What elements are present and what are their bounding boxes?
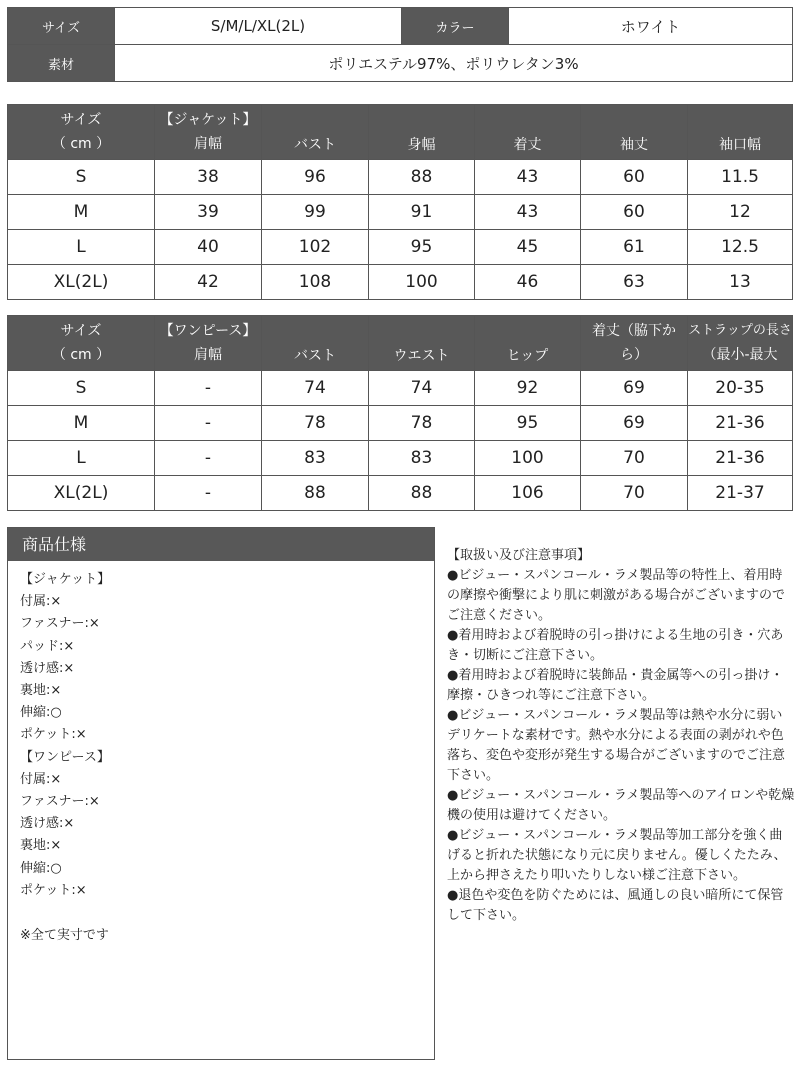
value-cell: 95 [475, 406, 581, 441]
list-item: 裏地:× [20, 838, 62, 854]
list-item: 付属:× [20, 771, 62, 787]
value-cell: 78 [262, 406, 369, 441]
size-cell: M [8, 406, 155, 441]
product-info-table [7, 7, 793, 82]
value-cell: 45 [475, 230, 581, 265]
value-cell: 74 [369, 371, 475, 406]
value-cell: 21-36 [688, 406, 793, 441]
value-cell: 88 [262, 476, 369, 511]
unit-label: （ cm ） [51, 347, 111, 363]
info-row-material [8, 45, 793, 82]
value-cell: 43 [475, 195, 581, 230]
value-cell: 20-35 [688, 371, 793, 406]
list-item: 伸縮:○ [20, 705, 62, 721]
size-label: サイズ [8, 8, 115, 45]
jacket-size-table [7, 104, 793, 300]
product-spec-panel [7, 527, 435, 1060]
list-item: 付属:× [20, 594, 62, 610]
value-cell: 100 [369, 265, 475, 300]
measurement-note: ※全て実寸です [20, 928, 109, 944]
value-cell: 96 [262, 160, 369, 195]
size-header [8, 316, 155, 371]
size-cell: XL(2L) [8, 265, 155, 300]
size-cell: L [8, 441, 155, 476]
value-cell: 88 [369, 476, 475, 511]
jacket-tag: 【ジャケット】 [159, 112, 257, 128]
spec-title: 商品仕様 [8, 528, 434, 561]
length-label-line2: ら） [620, 347, 648, 363]
onepiece-tag: 【ワンピース】 [159, 323, 257, 339]
color-label: カラー [402, 8, 509, 45]
value-cell: 46 [475, 265, 581, 300]
length-header: 着丈 [475, 105, 581, 160]
length-label-line1: 着丈（脇下か [592, 323, 676, 339]
table-row [8, 406, 793, 441]
value-cell: 108 [262, 265, 369, 300]
value-cell: 40 [155, 230, 262, 265]
table-row [8, 371, 793, 406]
value-cell: - [155, 371, 262, 406]
table-row [8, 441, 793, 476]
value-cell: 13 [688, 265, 793, 300]
table-row [8, 476, 793, 511]
size-cell: L [8, 230, 155, 265]
jacket-header-row [8, 105, 793, 160]
waist-header: ウエスト [369, 316, 475, 371]
size-header-label: サイズ [60, 112, 102, 128]
care-title: 【取扱い及び注意事項】 [447, 548, 591, 563]
shoulder-header [155, 316, 262, 371]
list-item: 伸縮:○ [20, 860, 62, 876]
list-item: ファスナー:× [20, 616, 100, 632]
value-cell: 69 [581, 406, 688, 441]
value-cell: 100 [475, 441, 581, 476]
value-cell: 21-36 [688, 441, 793, 476]
value-cell: 60 [581, 160, 688, 195]
care-item: ●ビジュー・スパンコール・ラメ製品等は熱や水分に弱いデリケートな素材です。熱や水分による表面の剥がれや色落ち、変色や変形が発生する場合がございますのでご注意下さい。 [447, 708, 786, 783]
list-item: ポケット:× [20, 727, 87, 743]
size-header-label: サイズ [60, 323, 102, 339]
body-width-header: 身幅 [369, 105, 475, 160]
table-row [8, 265, 793, 300]
value-cell: 74 [262, 371, 369, 406]
spec-list [8, 561, 434, 902]
table-row [8, 195, 793, 230]
material-value: ポリエステル97%、ポリウレタン3% [115, 45, 793, 82]
color-value: ホワイト [509, 8, 793, 45]
list-item: 透け感:× [20, 660, 75, 676]
hip-header: ヒップ [475, 316, 581, 371]
list-item: 透け感:× [20, 816, 75, 832]
care-item: ●着用時および着脱時に装飾品・貴金属等への引っ掛け・摩擦・ひきつれ等にご注意下さい。 [447, 668, 784, 703]
care-item: ●ビジュー・スパンコール・ラメ製品等へのアイロンや乾燥機の使用は避けてください。 [447, 788, 795, 823]
list-item: 裏地:× [20, 683, 62, 699]
shoulder-label: 肩幅 [194, 347, 222, 363]
value-cell: 95 [369, 230, 475, 265]
strap-label-line1: ストラップの長さ [688, 323, 792, 338]
value-cell: 83 [369, 441, 475, 476]
value-cell: 69 [581, 371, 688, 406]
value-cell: 43 [475, 160, 581, 195]
table-row [8, 230, 793, 265]
length-header [581, 316, 688, 371]
list-item: 【ジャケット】 [20, 572, 111, 587]
value-cell: 83 [262, 441, 369, 476]
size-cell: XL(2L) [8, 476, 155, 511]
value-cell: 78 [369, 406, 475, 441]
value-cell: - [155, 441, 262, 476]
onepiece-header-row [8, 316, 793, 371]
strap-label-line2: （最小-最大 [702, 347, 778, 363]
cuff-width-header: 袖口幅 [688, 105, 793, 160]
care-item: ●退色や変色を防ぐためには、風通しの良い暗所にて保管して下さい。 [447, 888, 784, 923]
strap-header [688, 316, 793, 371]
value-cell: 88 [369, 160, 475, 195]
care-item: ●着用時および着脱時の引っ掛けによる生地の引き・穴あき・切断にご注意下さい。 [447, 628, 784, 663]
value-cell: 70 [581, 441, 688, 476]
care-item: ●ビジュー・スパンコール・ラメ製品等加工部分を強く曲げると折れた状態になり元に戻りません。優しくたたみ、上から押さえたり叩いたりしない様ご注意下さい。 [447, 828, 787, 883]
value-cell: 63 [581, 265, 688, 300]
size-value: S/M/L/XL(2L) [115, 8, 402, 45]
care-notes [447, 546, 795, 926]
value-cell: 99 [262, 195, 369, 230]
onepiece-size-table [7, 315, 793, 511]
value-cell: 91 [369, 195, 475, 230]
size-header [8, 105, 155, 160]
size-cell: S [8, 160, 155, 195]
sleeve-length-header: 袖丈 [581, 105, 688, 160]
list-item: パッド:× [20, 638, 75, 654]
bust-header: バスト [262, 105, 369, 160]
material-label: 素材 [8, 45, 115, 82]
value-cell: 102 [262, 230, 369, 265]
size-cell: S [8, 371, 155, 406]
value-cell: - [155, 476, 262, 511]
value-cell: 42 [155, 265, 262, 300]
value-cell: 70 [581, 476, 688, 511]
value-cell: 12.5 [688, 230, 793, 265]
value-cell: - [155, 406, 262, 441]
list-item: ポケット:× [20, 882, 87, 898]
unit-label: （ cm ） [51, 136, 111, 152]
value-cell: 61 [581, 230, 688, 265]
shoulder-header [155, 105, 262, 160]
info-row-size-color [8, 8, 793, 45]
value-cell: 106 [475, 476, 581, 511]
value-cell: 12 [688, 195, 793, 230]
bust-header: バスト [262, 316, 369, 371]
value-cell: 38 [155, 160, 262, 195]
list-item: ファスナー:× [20, 794, 100, 810]
value-cell: 11.5 [688, 160, 793, 195]
value-cell: 21-37 [688, 476, 793, 511]
size-cell: M [8, 195, 155, 230]
shoulder-label: 肩幅 [194, 136, 222, 152]
list-item: 【ワンピース】 [20, 749, 110, 765]
value-cell: 92 [475, 371, 581, 406]
table-row [8, 160, 793, 195]
care-item: ●ビジュー・スパンコール・ラメ製品等の特性上、着用時の摩擦や衝撃により肌に刺激がある場合がございますのでご注意ください。 [447, 568, 786, 623]
value-cell: 39 [155, 195, 262, 230]
value-cell: 60 [581, 195, 688, 230]
